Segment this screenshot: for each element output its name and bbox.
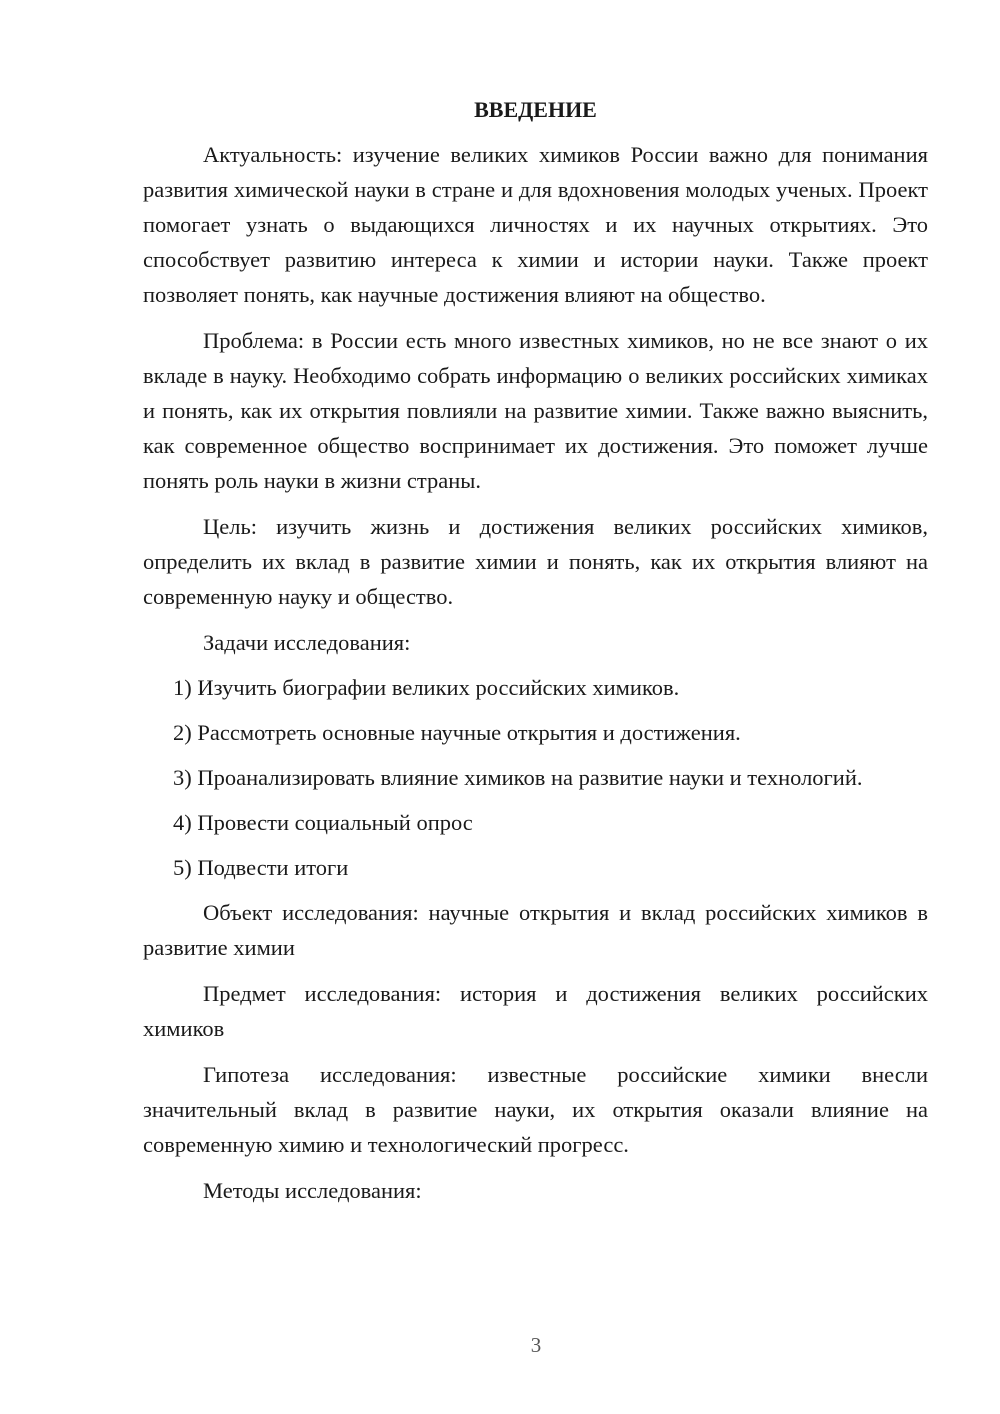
document-page (143, 95, 928, 1219)
paragraph-relevance: Актуальность: изучение великих химиков России важно для понимания развития химической науки в стране и для вдохновения молодых ученых. Проект помогает узнать о выдающихся личностях и их научных открытиях. Это способствует развитию интереса к химии и истории науки. Также проект позволяет понять, как научные достижения влияют на общество. (143, 142, 928, 307)
paragraph-problem: Проблема: в России есть много известных химиков, но не все знают о их вкладе в науку. Необходимо собрать информацию о великих российских химиках и понять, как их открытия повлияли на развитие химии. Также важно выяснить, как современное общество воспринимает их достижения. Это поможет лучше понять роль науки в жизни страны. (143, 328, 928, 493)
task-item-3: 3) Проанализировать влияние химиков на развитие науки и технологий. (173, 765, 863, 790)
paragraph-object: Объект исследования: научные открытия и вклад российских химиков в развитие химии (143, 900, 928, 960)
paragraph-hypothesis: Гипотеза исследования: известные российские химики внесли значительный вклад в развитие науки, их открытия оказали влияние на современную химию и технологический прогресс. (143, 1062, 928, 1157)
methods-title: Методы исследования: (203, 1178, 422, 1203)
tasks-title: Задачи исследования: (203, 630, 411, 655)
page-number: 3 (530, 1333, 542, 1357)
task-item-4: 4) Провести социальный опрос (173, 810, 473, 835)
task-item-5: 5) Подвести итоги (173, 855, 349, 880)
task-item-2: 2) Рассмотреть основные научные открытия и достижения. (173, 720, 741, 745)
paragraph-subject: Предмет исследования: история и достижения великих российских химиков (143, 981, 928, 1041)
page-heading: ВВЕДЕНИЕ (474, 97, 597, 122)
task-item-1: 1) Изучить биографии великих российских химиков. (173, 675, 680, 700)
paragraph-goal: Цель: изучить жизнь и достижения великих российских химиков, определить их вклад в развитие химии и понять, как их открытия влияют на современную науку и общество. (143, 514, 928, 609)
